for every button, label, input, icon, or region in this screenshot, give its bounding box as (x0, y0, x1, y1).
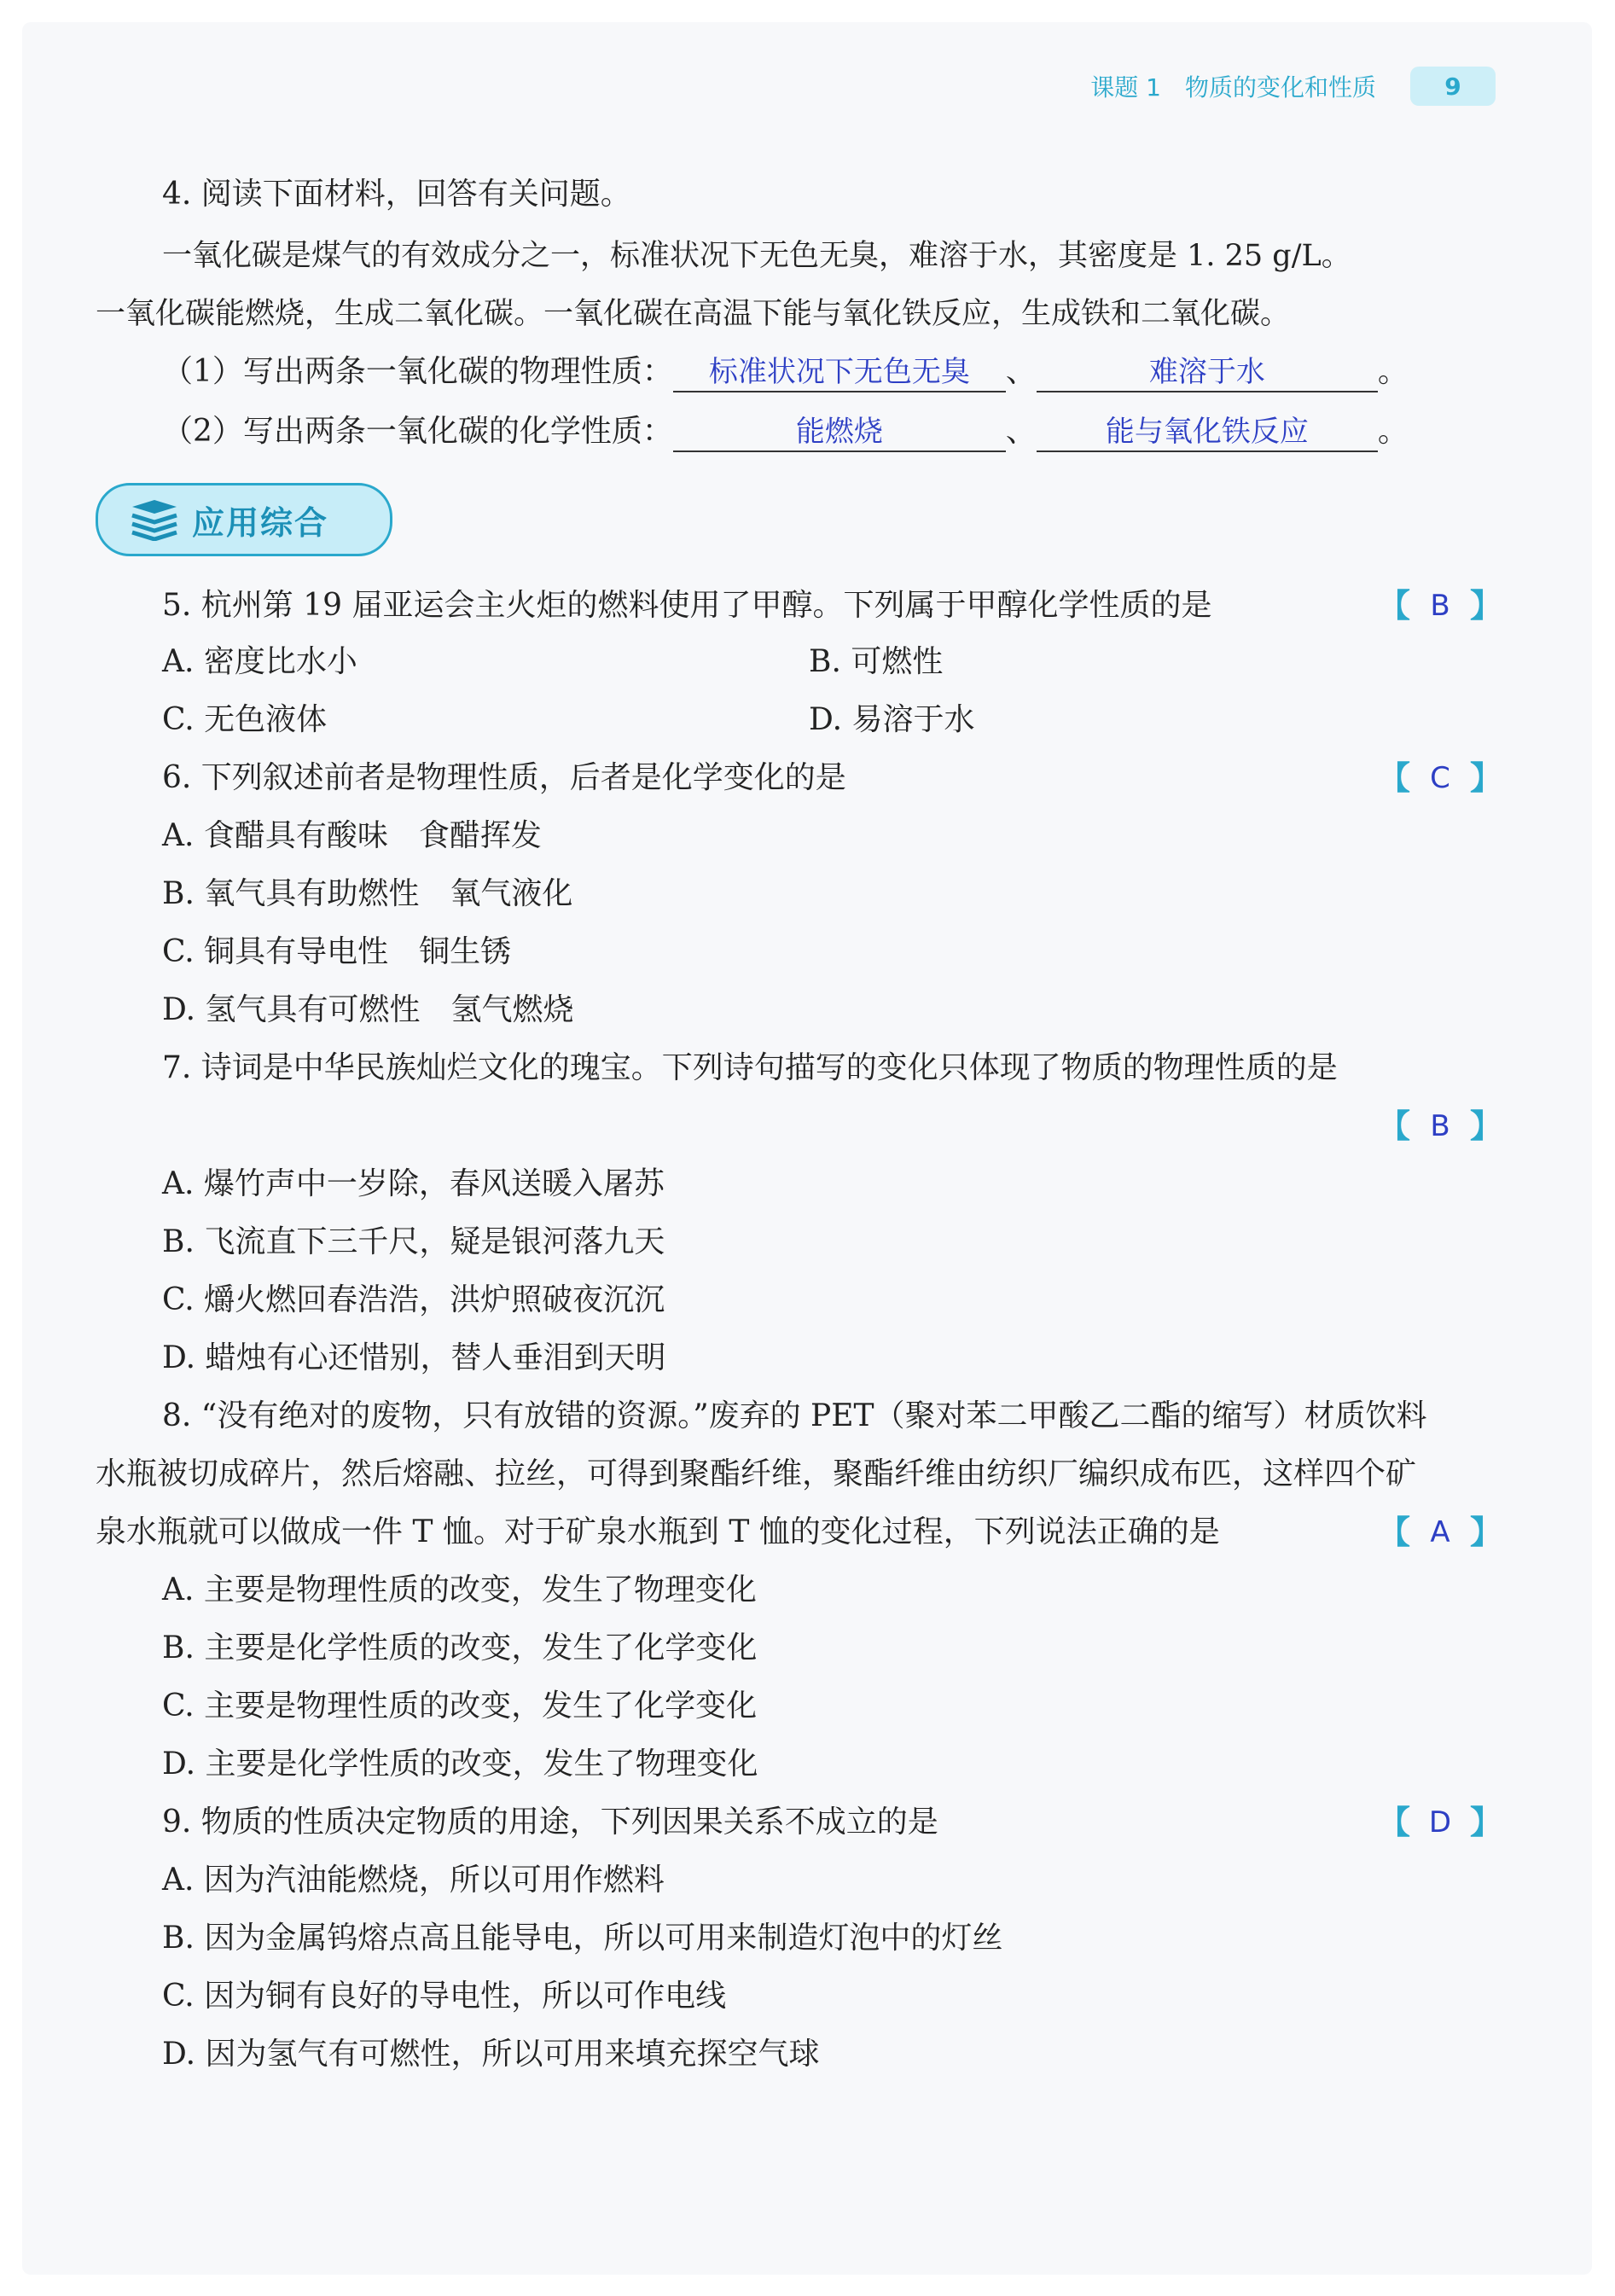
q8-answer-box (1378, 1512, 1502, 1553)
q5-bracket-right: 】 (1469, 587, 1502, 625)
q6-option-c: C. 铜具有导电性 铜生锈 (162, 934, 512, 969)
q7-stem: 7. 诗词是中华民族灿烂文化的瑰宝。下列诗句描写的变化只体现了物质的物理性质的是 (162, 1050, 1338, 1085)
q4-sub2-answer1: 能燃烧 (673, 413, 1006, 452)
q6-option-b: B. 氧气具有助燃性 氧气液化 (162, 876, 573, 911)
q8-option-c: C. 主要是物理性质的改变，发生了化学变化 (162, 1689, 758, 1723)
q5-option-c: C. 无色液体 (162, 702, 328, 737)
q4-sub2 (162, 411, 1409, 452)
page-header (1082, 67, 1496, 106)
q9-option-c: C. 因为铜有良好的导电性，所以可作电线 (162, 1979, 727, 2014)
q7-bracket-right: 】 (1469, 1107, 1502, 1145)
q8-option-d: D. 主要是化学性质的改变，发生了物理变化 (162, 1747, 758, 1782)
q6-option-d: D. 氢气具有可燃性 氢气燃烧 (162, 992, 574, 1027)
q8-stem-line1: 8. “没有绝对的废物，只有放错的资源。”废弃的 PET（聚对苯二甲酸乙二酯的缩写）材质饮料 (162, 1398, 1427, 1433)
q7-answer-box (1378, 1106, 1502, 1147)
q8-bracket-left: 【 (1377, 1514, 1410, 1551)
q5-option-d: D. 易溶于水 (809, 702, 975, 737)
q4-sub1-separator: 、 (1005, 354, 1037, 389)
q5-option-b: B. 可燃性 (809, 644, 944, 679)
q6-option-a: A. 食醋具有酸味 食醋挥发 (162, 818, 542, 853)
q7-option-c: C. 爝火燃回春浩浩，洪炉照破夜沉沉 (162, 1282, 665, 1317)
q8-stem-line2: 水瓶被切成碎片，然后熔融、拉丝，可得到聚酯纤维，聚酯纤维由纺织厂编织成布匹，这样四个矿 (96, 1456, 1417, 1491)
q4-sub1 (162, 352, 1409, 392)
q7-option-b: B. 飞流直下三千尺，疑是银河落九天 (162, 1224, 665, 1259)
header-topic: 课题 1 物质的变化和性质 (1090, 73, 1376, 102)
q6-stem: 6. 下列叙述前者是物理性质，后者是化学变化的是 (162, 760, 846, 795)
q6-answer: C (1430, 761, 1450, 795)
page-number: 9 (1410, 67, 1496, 106)
q4-sub2-prefix: （2）写出两条一氧化碳的化学性质： (162, 414, 673, 449)
q9-bracket-right: 】 (1469, 1804, 1502, 1841)
q4-sub1-end: 。 (1377, 354, 1409, 389)
q8-option-b: B. 主要是化学性质的改变，发生了化学变化 (162, 1630, 758, 1665)
section-title: 应用综合 (192, 503, 329, 542)
q7-bracket-left: 【 (1377, 1107, 1410, 1145)
q8-bracket-right: 】 (1469, 1514, 1502, 1551)
q5-answer: B (1430, 589, 1450, 623)
section-heading (96, 483, 392, 556)
q4-material-line2: 一氧化碳能燃烧，生成二氧化碳。一氧化碳在高温下能与氧化铁反应，生成铁和二氧化碳。 (96, 297, 1291, 331)
q4-sub2-end: 。 (1377, 414, 1409, 449)
q4-sub2-answer2: 能与氧化铁反应 (1037, 413, 1378, 452)
q9-stem: 9. 物质的性质决定物质的用途，下列因果关系不成立的是 (162, 1805, 938, 1840)
q6-bracket-right: 】 (1469, 759, 1502, 797)
q9-answer-box (1378, 1802, 1502, 1843)
books-icon (129, 498, 180, 541)
q4-sub1-answer1: 标准状况下无色无臭 (673, 353, 1006, 392)
q7-answer: B (1430, 1109, 1450, 1143)
q4-stem: 4. 阅读下面材料，回答有关问题。 (162, 177, 631, 212)
q4-sub1-prefix: （1）写出两条一氧化碳的物理性质： (162, 354, 673, 389)
q8-stem-line3: 泉水瓶就可以做成一件 T 恤。对于矿泉水瓶到 T 恤的变化过程，下列说法正确的是 (96, 1514, 1220, 1549)
q9-bracket-left: 【 (1377, 1804, 1410, 1841)
q8-answer: A (1430, 1515, 1450, 1549)
q6-answer-box (1378, 758, 1502, 799)
q6-bracket-left: 【 (1377, 759, 1410, 797)
q7-option-d: D. 蜡烛有心还惜别，替人垂泪到天明 (162, 1340, 666, 1375)
q9-option-a: A. 因为汽油能燃烧，所以可用作燃料 (162, 1863, 665, 1898)
q8-option-a: A. 主要是物理性质的改变，发生了物理变化 (162, 1572, 757, 1607)
q7-option-a: A. 爆竹声中一岁除，春风送暖入屠苏 (162, 1166, 665, 1201)
q9-option-b: B. 因为金属钨熔点高且能导电，所以可用来制造灯泡中的灯丝 (162, 1921, 1003, 1956)
q5-stem: 5. 杭州第 19 届亚运会主火炬的燃料使用了甲醇。下列属于甲醇化学性质的是 (162, 588, 1212, 623)
q9-option-d: D. 因为氢气有可燃性，所以可用来填充探空气球 (162, 2037, 820, 2072)
q9-answer: D (1428, 1805, 1452, 1840)
q5-option-a: A. 密度比水小 (162, 644, 357, 679)
q5-bracket-left: 【 (1377, 587, 1410, 625)
q5-answer-box (1378, 585, 1502, 626)
q4-material-line1: 一氧化碳是煤气的有效成分之一，标准状况下无色无臭，难溶于水，其密度是 1. 25 g/L。 (162, 239, 1351, 273)
q4-sub1-answer2: 难溶于水 (1037, 353, 1378, 392)
q4-sub2-separator: 、 (1005, 414, 1037, 449)
